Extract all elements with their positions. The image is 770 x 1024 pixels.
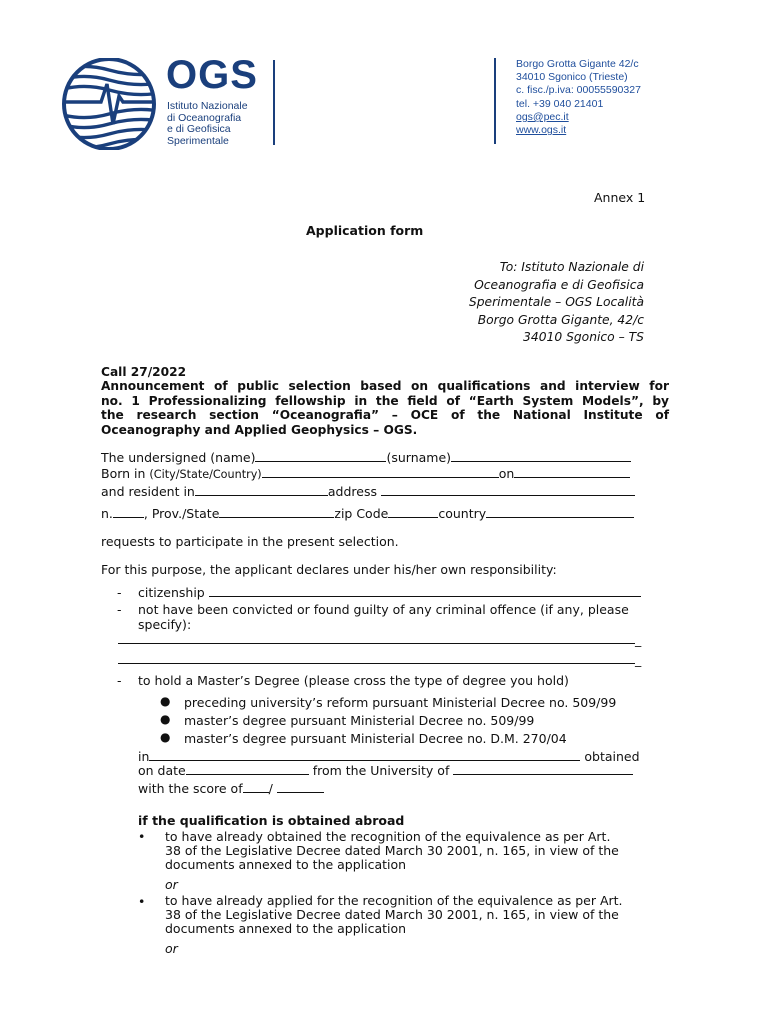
number-field[interactable] — [113, 506, 144, 518]
abroad-heading: if the qualification is obtained abroad — [138, 813, 405, 828]
citizenship-field[interactable] — [209, 585, 641, 597]
citizenship-row: citizenship — [138, 585, 641, 600]
website-link[interactable]: www.ogs.it — [516, 124, 567, 137]
location-row: n. , Prov./State zip Code country — [101, 506, 634, 521]
bullet-icon: ● — [160, 712, 171, 726]
call-announcement: Call 27/2022 Announcement of public selection based on qualifications and interview for no. 1 Professionalizing fellowship in the field of “Earth System Models”, by the research section “Oceanografia” – OCE of the National Institute of Oceanography and Applied Geophysics – OGS. — [101, 365, 669, 437]
dash: - — [117, 585, 122, 600]
score-row: with the score of / — [138, 781, 324, 796]
name-field[interactable] — [255, 450, 386, 462]
country-field[interactable] — [486, 506, 634, 518]
call-number: Call 27/2022 — [101, 365, 187, 379]
page-title: Application form — [306, 223, 424, 238]
score-field[interactable] — [243, 781, 269, 793]
degree-option[interactable]: master’s degree pursuant Ministerial Decree no. 509/99 — [184, 713, 535, 728]
degree-option[interactable]: master’s degree pursuant Ministerial Decree no. D.M. 270/04 — [184, 731, 567, 746]
conviction-field-2-end: _ — [635, 652, 642, 667]
degree-subject-row: in obtained — [138, 749, 640, 764]
bullet-icon: • — [138, 829, 146, 844]
fiscal-code: c. fisc./p.iva: 00055590327 — [516, 84, 641, 97]
or-label: or — [165, 877, 178, 892]
degree-subject-field[interactable] — [149, 749, 574, 761]
surname-field[interactable] — [451, 450, 631, 462]
phone: tel. +39 040 21401 — [516, 97, 604, 110]
address-block — [516, 58, 641, 137]
address-field[interactable] — [381, 484, 635, 496]
bullet-icon: ● — [160, 730, 171, 744]
abroad-option-2[interactable]: to have already applied for the recognition of the equivalence as per Art. 38 of the Legislative Decree dated March 30 2001, n. 165, in view of the documents annexed to the application — [165, 893, 623, 936]
email-link[interactable]: ogs@pec.it — [516, 110, 569, 123]
conviction-field-1-end: _ — [635, 632, 642, 647]
birthplace-field[interactable] — [262, 466, 499, 478]
ogs-logo — [53, 58, 163, 150]
university-field[interactable] — [453, 763, 633, 775]
address-divider — [494, 58, 496, 144]
conviction-field-2[interactable] — [118, 663, 635, 664]
degree-date-field[interactable] — [186, 763, 309, 775]
name-row: The undersigned (name) (surname) — [101, 450, 631, 465]
dash: - — [117, 673, 122, 688]
recipient-block: To: Istituto Nazionale di Oceanografia e di Geofisica Sperimentale – OGS Località Borgo Grotta Gigante, 42/c 34010 Sgonico – TS — [468, 260, 644, 345]
degree-option[interactable]: preceding university’s reform pursuant Ministerial Decree no. 509/99 — [184, 695, 617, 710]
score-max-field[interactable] — [277, 781, 324, 793]
birthdate-field[interactable] — [514, 466, 630, 478]
abroad-option-1[interactable]: to have already obtained the recognition of the equivalence as per Art. 38 of the Legislative Decree dated March 30 2001, n. 165, in view of the documents annexed to the application — [165, 829, 619, 872]
address-line: 34010 Sgonico (Trieste) — [516, 71, 628, 84]
bullet-icon: • — [138, 894, 146, 909]
birth-row: Born in (City/State/Country) on — [101, 466, 630, 482]
logo-divider — [273, 60, 275, 145]
conviction-text: not have been convicted or found guilty of any criminal offence (if any, please specify): — [138, 602, 629, 632]
institute-name: Istituto Nazionale di Oceanografia e di Geofisica Sperimentale — [167, 100, 248, 148]
or-label: or — [165, 941, 178, 956]
province-field[interactable] — [219, 506, 334, 518]
residence-row: and resident in address — [101, 484, 635, 499]
conviction-field-1[interactable] — [118, 643, 635, 644]
zip-field[interactable] — [388, 506, 438, 518]
degree-label: to hold a Master’s Degree (please cross the type of degree you hold) — [138, 673, 569, 688]
residence-field[interactable] — [195, 484, 328, 496]
logo-acronym: OGS — [166, 53, 258, 97]
requests-text: requests to participate in the present selection. — [101, 534, 399, 549]
dash: - — [117, 602, 122, 617]
globe-wave-icon — [53, 58, 163, 150]
bullet-icon: ● — [160, 694, 171, 708]
degree-date-row: on date from the University of — [138, 763, 633, 778]
address-line: Borgo Grotta Gigante 42/c — [516, 58, 639, 70]
annex-label: Annex 1 — [594, 190, 646, 205]
purpose-text: For this purpose, the applicant declares under his/her own responsibility: — [101, 562, 557, 577]
